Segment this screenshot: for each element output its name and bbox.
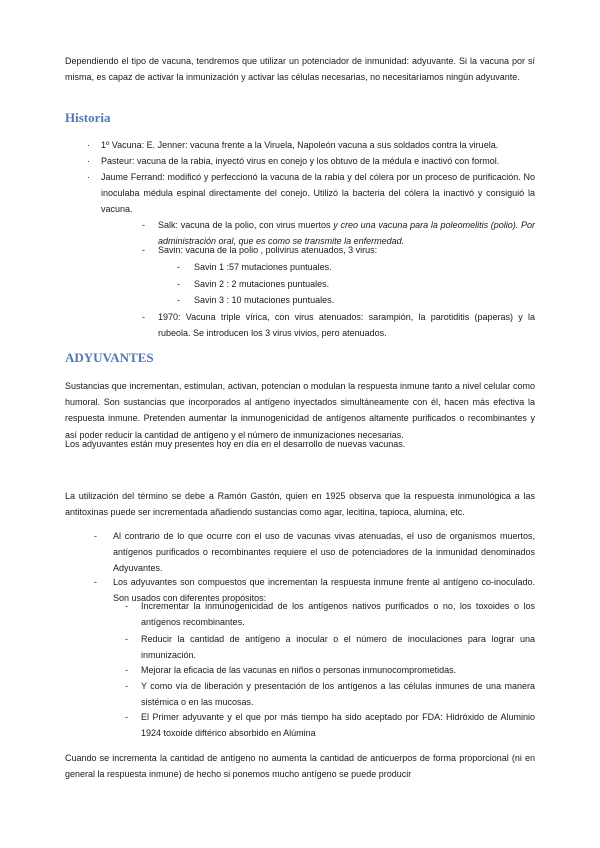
dash-mark: - xyxy=(125,665,128,675)
bullet-mark: · xyxy=(87,140,90,150)
list-item-text: 1º Vacuna: E. Jenner: vacuna frente a la Viruela, Napoleón vacuna a sus soldados contra la viruela. xyxy=(101,140,499,150)
intro-paragraph: Dependiendo el tipo de vacuna, tendremos que utilizar un potenciador de inmunidad: adyuvante. Si la vacuna por sí misma, es capaz de activar la inmunización y activar las células necesarias, no necesitaríamos ningún adyuvante. xyxy=(65,56,535,83)
list-item-text: Incrementar la inmunogenicidad de los antígenos nativos purificados o no, los toxoides o los antígenos recombinantes. xyxy=(141,601,535,628)
list-item-text: Reducir la cantidad de antígeno a inocular o el número de inoculaciones para lograr una inmunización. xyxy=(141,634,535,661)
dash-mark: - xyxy=(142,220,145,230)
list-item-text: Savin 1 :57 mutaciones puntuales. xyxy=(194,262,332,272)
dash-mark: - xyxy=(177,262,180,272)
list-item-text: Savin 3 : 10 mutaciones puntuales. xyxy=(194,295,335,305)
list-item-text: Savin 2 : 2 mutaciones puntuales. xyxy=(194,279,330,289)
dash-mark: - xyxy=(177,279,180,289)
salk-text: Salk: vacuna de la polio, con virus muertos xyxy=(158,220,331,230)
dash-mark: - xyxy=(94,577,97,587)
dash-mark: - xyxy=(125,712,128,722)
dash-mark: - xyxy=(94,531,97,541)
paragraph: Cuando se incrementa la cantidad de antígeno no aumenta la cantidad de anticuerpos de forma proporcional (ni en general la respuesta inmune) de hecho si ponemos mucho antígeno se puede producir xyxy=(65,753,535,780)
salk-italic-text: y creo una vacuna para la poleomelitis (polio). Por administración oral, que es como se transmite la enfermedad. xyxy=(158,220,535,247)
heading-historia: Historia xyxy=(65,110,111,125)
dash-mark: - xyxy=(142,245,145,255)
list-item-text: Mejorar la eficacia de las vacunas en niños o personas inmunocomprometidas. xyxy=(141,665,457,675)
dash-mark: - xyxy=(125,681,128,691)
dash-mark: - xyxy=(125,634,128,644)
list-item-text: Savin: vacuna de la polio , polivirus atenuados, 3 virus: xyxy=(158,245,378,255)
dash-mark: - xyxy=(125,601,128,611)
bullet-mark: · xyxy=(87,156,90,166)
dash-mark: - xyxy=(142,312,145,322)
bullet-mark: · xyxy=(87,172,90,182)
list-item-text: El Primer adyuvante y el que por más tiempo ha sido aceptado por FDA: Hidróxido de Aluminio 1924 toxoide diftérico absorbido en Alúmina xyxy=(141,712,535,739)
list-item-text: Al contrario de lo que ocurre con el uso de vacunas vivas atenuadas, el uso de organismos muertos, antígenos purificados o recombinantes requiere el uso de potenciadores de la inmunidad denominados Adyuvantes. xyxy=(113,531,535,574)
paragraph: Sustancias que incrementan, estimulan, activan, potencian o modulan la respuesta inmune tanto a nivel celular como humoral. Son sustancias que incorporados al antígeno inyectados simultáneamente con él, hacen más efectiva la respuesta inmune. Pretenden aumentar la inmunogenicidad de antígenos altamente purificados o recombinantes y así poder reducir la cantidad de antígeno y el número de inmunizaciones necesarias. xyxy=(65,381,535,440)
paragraph: La utilización del término se debe a Ramón Gastón, quien en 1925 observa que la respuesta inmunológica a las antitoxinas puede ser incrementada añadiendo sustancias como agar, lecitina, tapioca, alumina, etc. xyxy=(65,491,535,518)
dash-mark: - xyxy=(177,295,180,305)
list-item-text: Pasteur: vacuna de la rabia, inyectó virus en conejo y los obtuvo de la médula e inactivó con formol. xyxy=(101,156,500,166)
list-item-text: Jaume Ferrand: modificó y perfeccionó la vacuna de la rabia y del cólera por un proceso de purificación. No inoculaba médula espinal directamente del conejo. Utilizó la bacteria del cólera la inactivó y consiguió la vacuna. xyxy=(101,172,535,215)
list-item-text: Los adyuvantes son compuestos que incrementan la respuesta inmune frente al antígeno co-inoculado. Son usados con diferentes propósitos: xyxy=(113,577,535,604)
heading-adyuvantes: ADYUVANTES xyxy=(65,350,154,365)
list-item-text: Y como vía de liberación y presentación de los antígenos a las células inmunes de una manera sistémica o en las mucosas. xyxy=(141,681,535,708)
paragraph: Los adyuvantes están muy presentes hoy en día en el desarrollo de nuevas vacunas. xyxy=(65,439,406,449)
list-item-text: 1970: Vacuna triple vírica, con virus atenuados: sarampión, la parotiditis (paperas) y la rubeola. Se introducen los 3 virus vivios, pero atenuados. xyxy=(158,312,535,339)
